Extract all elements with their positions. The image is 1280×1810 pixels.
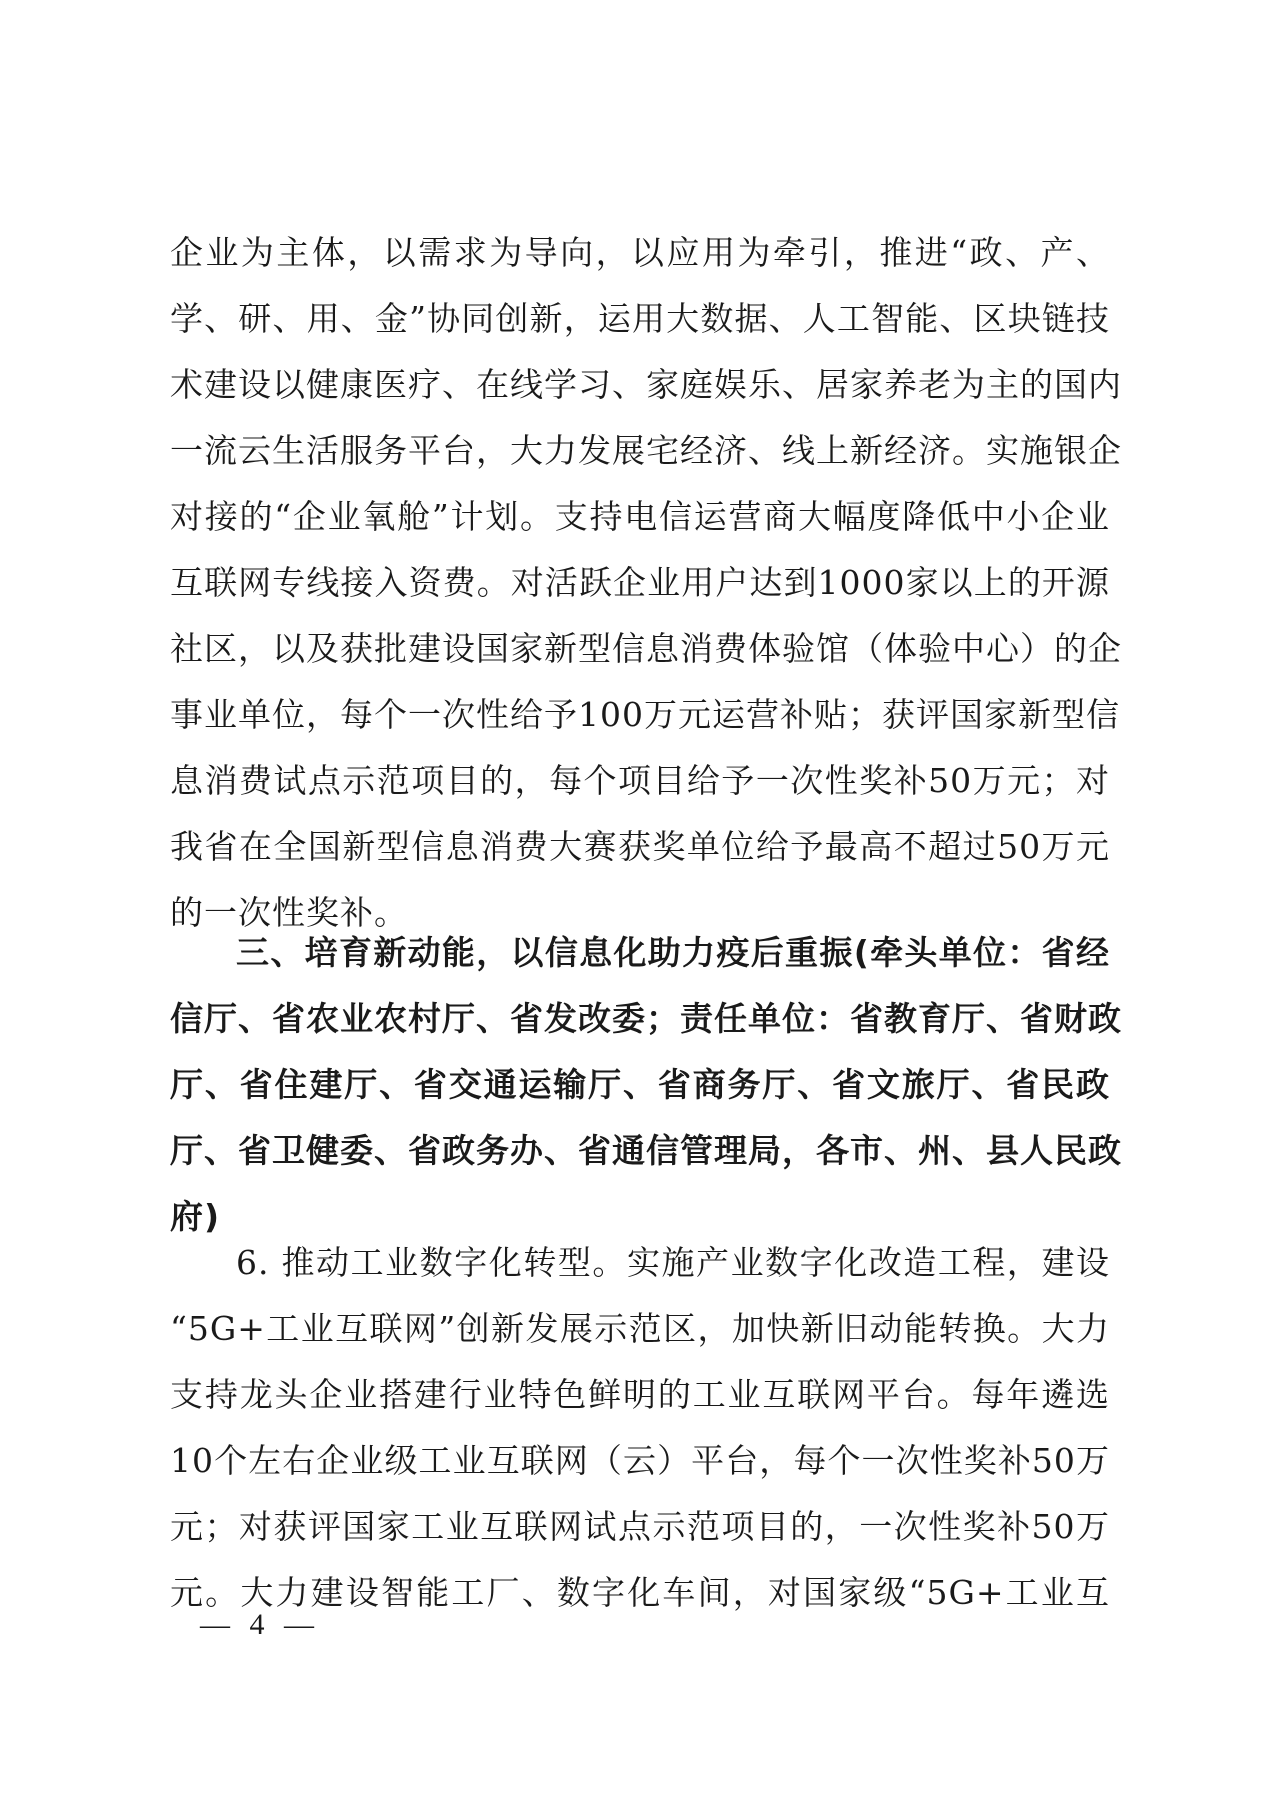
text-line: 支持龙头企业搭建行业特色鲜明的工业互联网平台。每年遴选: [170, 1375, 1110, 1414]
text-line: 互联网专线接入资费。对活跃企业用户达到1000家以上的开源: [170, 563, 1110, 602]
text-line: 6. 推动工业数字化转型。实施产业数字化改造工程，建设: [236, 1243, 1110, 1282]
text-line: 10个左右企业级工业互联网（云）平台，每个一次性奖补50万: [170, 1441, 1110, 1480]
paragraph-6: [170, 1230, 1110, 1626]
text-line: 社区，以及获批建设国家新型信息消费体验馆（体验中心）的企: [170, 629, 1122, 668]
text-line: 元；对获评国家工业互联网试点示范项目的，一次性奖补50万: [170, 1507, 1110, 1546]
heading-line: 三、培育新动能，以信息化助力疫后重振(牵头单位：省经: [236, 933, 1110, 972]
paragraph-1: [170, 220, 1122, 946]
text-line: 术建设以健康医疗、在线学习、家庭娱乐、居家养老为主的国内: [170, 365, 1122, 404]
page-number: — 4 —: [200, 1608, 320, 1641]
heading-line: 厅、省住建厅、省交通运输厅、省商务厅、省文旅厅、省民政: [170, 1065, 1110, 1104]
text-line: 的一次性奖补。: [170, 893, 408, 932]
text-line: “5G+工业互联网”创新发展示范区，加快新旧动能转换。大力: [170, 1309, 1110, 1348]
text-line: 一流云生活服务平台，大力发展宅经济、线上新经济。实施银企: [170, 431, 1122, 470]
text-line: 我省在全国新型信息消费大赛获奖单位给予最高不超过50万元: [170, 827, 1110, 866]
text-line: 事业单位，每个一次性给予100万元运营补贴；获评国家新型信: [170, 695, 1120, 734]
text-line: 息消费试点示范项目的，每个项目给予一次性奖补50万元；对: [170, 761, 1110, 800]
text-line: 学、研、用、金”协同创新，运用大数据、人工智能、区块链技: [170, 299, 1110, 338]
text-line: 企业为主体，以需求为导向，以应用为牵引，推进“政、产、: [170, 233, 1110, 272]
heading-line: 府): [170, 1197, 221, 1236]
text-line: 元。大力建设智能工厂、数字化车间，对国家级“5G+工业互: [170, 1573, 1110, 1612]
heading-line: 厅、省卫健委、省政务办、省通信管理局，各市、州、县人民政: [170, 1131, 1122, 1170]
heading-line: 信厅、省农业农村厅、省发改委；责任单位：省教育厅、省财政: [170, 999, 1122, 1038]
section-heading: [170, 920, 1122, 1250]
text-line: 对接的“企业氧舱”计划。支持电信运营商大幅度降低中小企业: [170, 497, 1110, 536]
